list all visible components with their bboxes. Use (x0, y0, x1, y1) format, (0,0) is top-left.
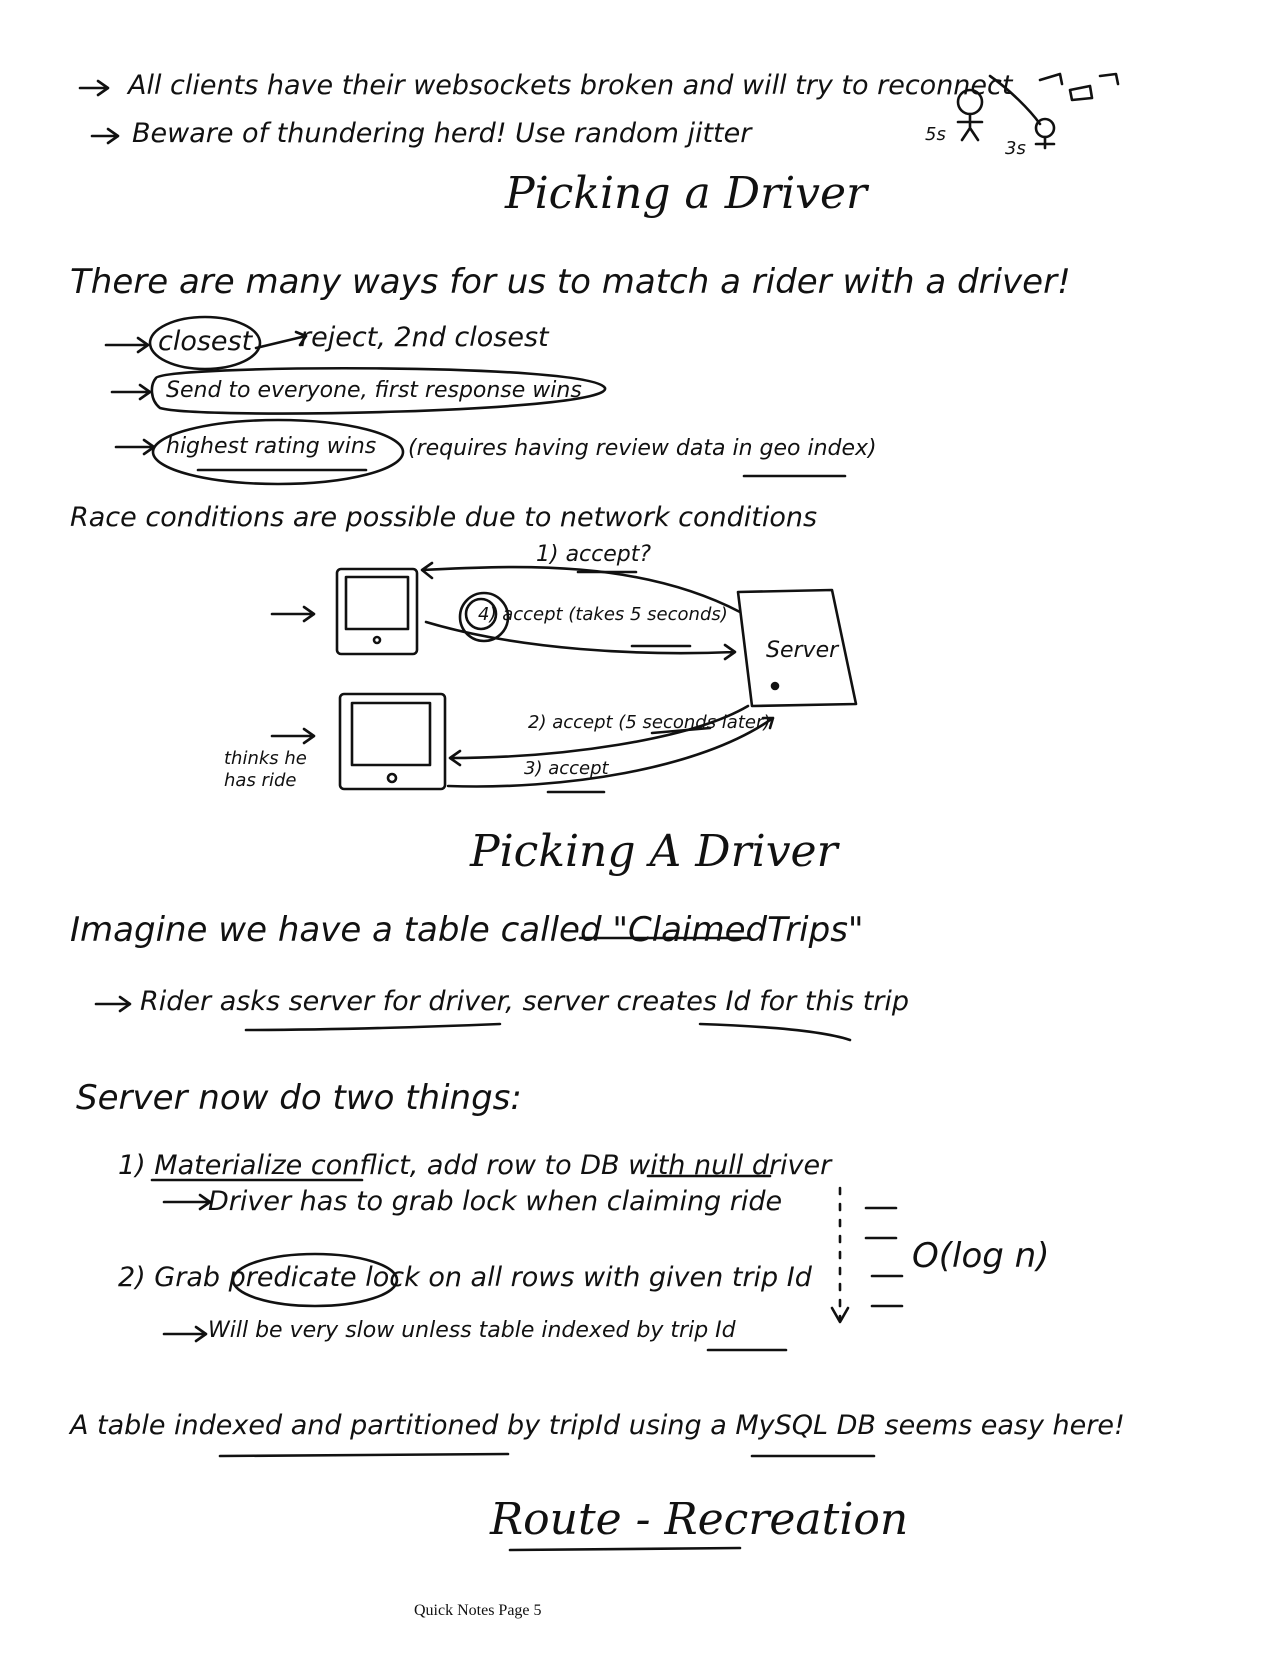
section-title-picking-a-driver-2: Picking A Driver (470, 826, 838, 877)
server-two-things: Server now do two things: (76, 1078, 522, 1118)
doodle-label-a: 5s (925, 124, 946, 145)
section2-step: Rider asks server for driver, server creates Id for this trip (140, 986, 910, 1017)
option-highest-rating-detail: (requires having review data in geo index) (408, 436, 877, 461)
item-predicate-sub: Will be very slow unless table indexed by trip Id (208, 1318, 736, 1343)
diagram-server: Server (766, 638, 839, 663)
diagram-step2: 2) accept (5 seconds later) (528, 712, 771, 733)
item-materialize-sub: Driver has to grab lock when claiming ride (208, 1186, 783, 1217)
section-title-route-recreation: Route - Recreation (490, 1494, 909, 1545)
page-footer: Quick Notes Page 5 (414, 1602, 542, 1619)
section-title-picking-a-driver: Picking a Driver (505, 168, 868, 219)
option-highest-rating: highest rating wins (166, 434, 377, 459)
item-materialize-conflict: 1) Materialize conflict, add row to DB with null driver (118, 1150, 832, 1181)
option-closest: closest (158, 326, 253, 357)
race-conditions-text: Race conditions are possible due to network conditions (70, 502, 818, 533)
diagram-step1: 1) accept? (536, 542, 652, 567)
complexity-label: O(log n) (912, 1236, 1050, 1276)
option-send-everyone: Send to everyone, first response wins (166, 378, 582, 403)
diagram-step4: 4) accept (takes 5 seconds) (478, 604, 728, 625)
section1-intro: There are many ways for us to match a rider with a driver! (70, 262, 1071, 302)
item-predicate-lock: 2) Grab predicate lock on all rows with given trip Id (118, 1262, 812, 1293)
conclusion-text: A table indexed and partitioned by tripId using a MySQL DB seems easy here! (70, 1410, 1125, 1441)
intro-line-jitter: Beware of thundering herd! Use random jitter (132, 118, 752, 149)
section2-intro: Imagine we have a table called "ClaimedTrips" (70, 910, 864, 950)
intro-line-reconnect: All clients have their websockets broken and will try to reconnect (128, 70, 1013, 101)
option-closest-detail: reject, 2nd closest (300, 322, 549, 353)
diagram-note: thinks he has ride (224, 748, 307, 791)
diagram-step3: 3) accept (524, 758, 609, 779)
doodle-label-b: 3s (1005, 138, 1026, 159)
